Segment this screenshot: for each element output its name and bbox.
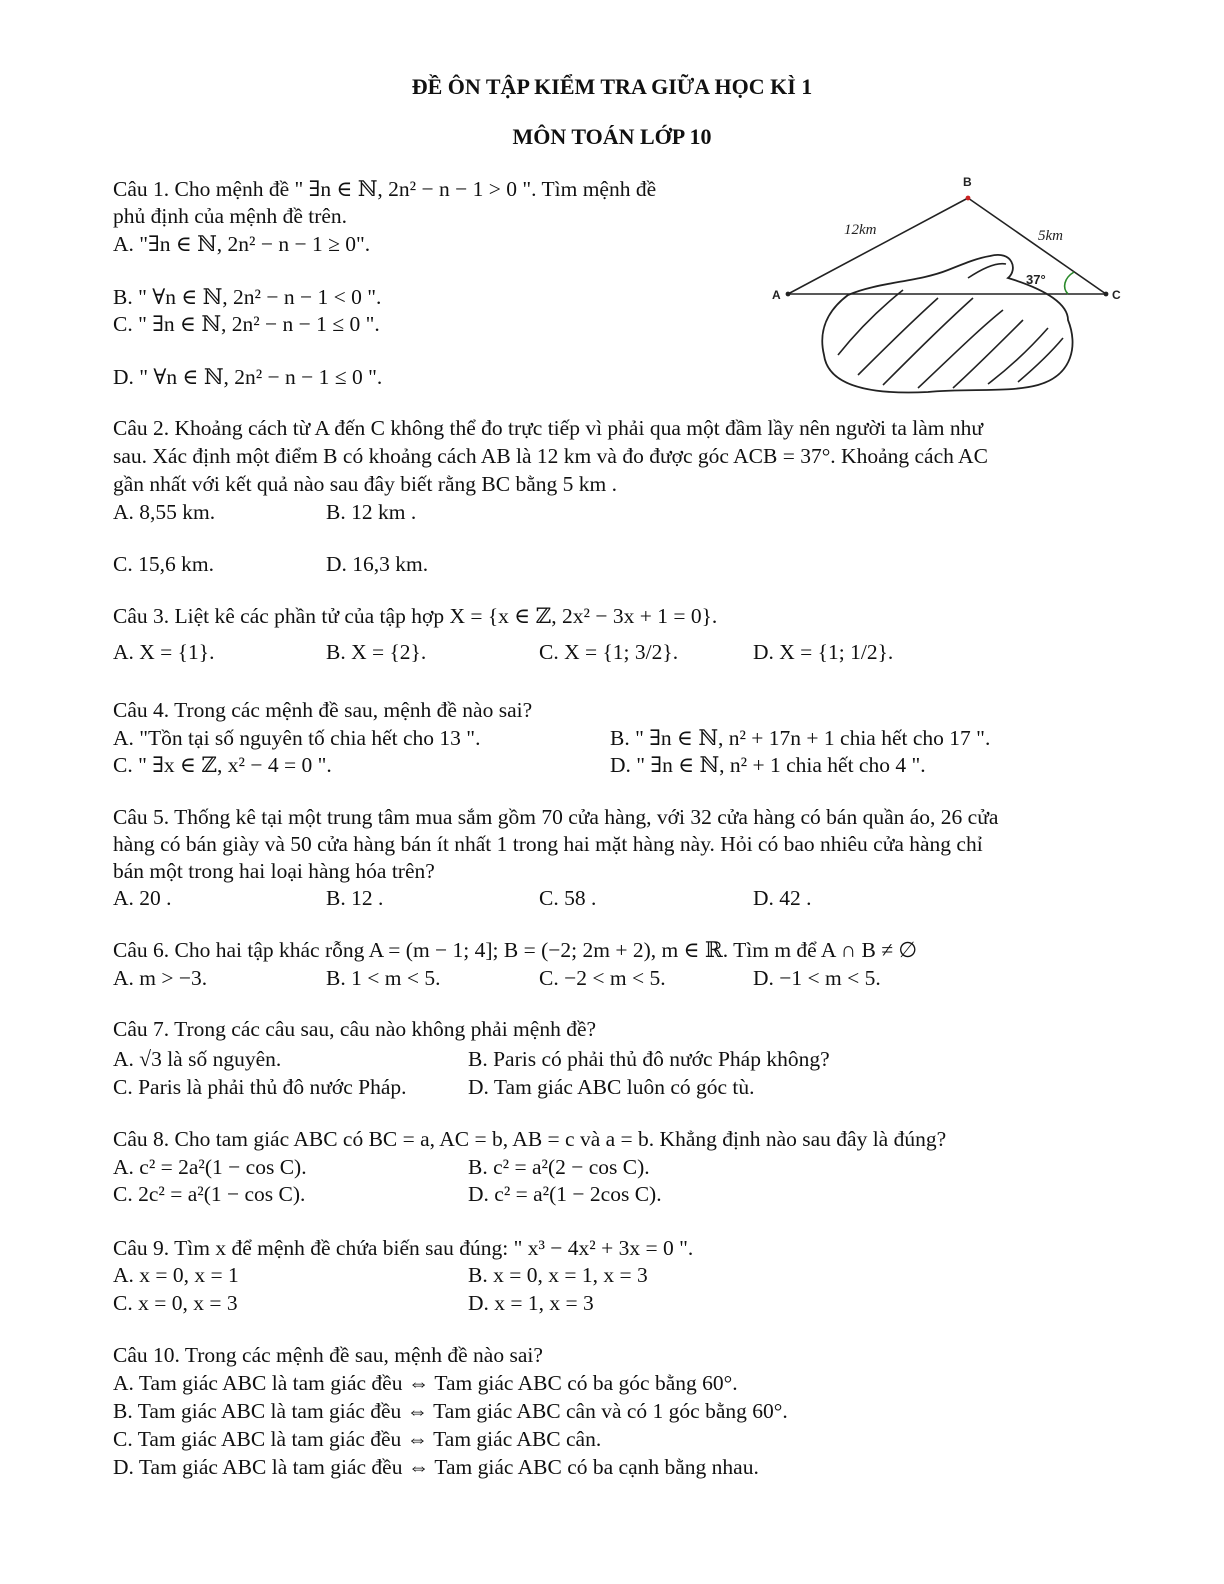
label-b: B: [963, 175, 972, 189]
q2-stem-line1: Câu 2. Khoảng cách từ A đến C không thể đo trực tiếp vì phải qua một đầm lầy nên người ta làm như: [113, 416, 984, 440]
page-subtitle: MÔN TOÁN LỚP 10: [512, 124, 712, 149]
q2-option-b: B. 12 km .: [326, 500, 417, 524]
q10-option-b: B. Tam giác ABC là tam giác đều ⇔ Tam giác ABC cân và có 1 góc bằng 60°.: [113, 1399, 788, 1423]
q4-option-c: C. " ∃x ∈ ℤ, x² − 4 = 0 ".: [113, 753, 332, 777]
q5-stem-line3: bán một trong hai loại hàng hóa trên?: [113, 859, 435, 883]
q1-option-d: D. " ∀n ∈ ℕ, 2n² − n − 1 ≤ 0 ".: [113, 365, 383, 389]
page-title: ĐỀ ÔN TẬP KIỂM TRA GIỮA HỌC KÌ 1: [411, 74, 813, 99]
q5-option-a: A. 20 .: [113, 886, 172, 910]
q4-option-a: A. "Tồn tại số nguyên tố chia hết cho 13 ".: [113, 726, 481, 750]
q3-option-d: D. X = {1; 1/2}.: [753, 640, 894, 664]
q5-option-b: B. 12 .: [326, 886, 384, 910]
q7-option-c: C. Paris là phải thủ đô nước Pháp.: [113, 1075, 407, 1099]
q8-stem: Câu 8. Cho tam giác ABC có BC = a, AC = b, AB = c và a = b. Khẳng định nào sau đây là đúng?: [113, 1127, 947, 1151]
swamp-triangle-figure: [768, 170, 1128, 400]
q2-option-c: C. 15,6 km.: [113, 552, 214, 576]
q8-option-d: D. c² = a²(1 − 2cos C).: [468, 1182, 662, 1206]
q9-option-b: B. x = 0, x = 1, x = 3: [468, 1263, 648, 1287]
q10-option-d: D. Tam giác ABC là tam giác đều ⇔ Tam giác ABC có ba cạnh bằng nhau.: [113, 1455, 759, 1479]
q3-stem: Câu 3. Liệt kê các phần tử của tập hợp X = {x ∈ ℤ, 2x² − 3x + 1 = 0}.: [113, 604, 718, 628]
q10-option-c: C. Tam giác ABC là tam giác đều ⇔ Tam giác ABC cân.: [113, 1427, 602, 1451]
q1-stem-line1: Câu 1. Cho mệnh đề " ∃n ∈ ℕ, 2n² − n − 1 > 0 ". Tìm mệnh đề: [113, 177, 657, 201]
q3-option-a: A. X = {1}.: [113, 640, 215, 664]
q4-option-b: B. " ∃n ∈ ℕ, n² + 17n + 1 chia hết cho 17 ".: [610, 726, 991, 750]
q2-option-a: A. 8,55 km.: [113, 500, 216, 524]
q9-option-a: A. x = 0, x = 1: [113, 1263, 239, 1287]
q5-option-c: C. 58 .: [539, 886, 597, 910]
q9-option-c: C. x = 0, x = 3: [113, 1291, 238, 1315]
q2-stem-line2: sau. Xác định một điểm B có khoảng cách AB là 12 km và đo được góc ACB = 37°. Khoảng cách AC: [113, 444, 988, 468]
q3-option-b: B. X = {2}.: [326, 640, 427, 664]
label-c: C: [1112, 288, 1121, 302]
label-angle: 37°: [1026, 272, 1046, 287]
q6-option-a: A. m > −3.: [113, 966, 208, 990]
q5-stem-line1: Câu 5. Thống kê tại một trung tâm mua sắm gồm 70 cửa hàng, với 32 cửa hàng có bán quần áo, 26 cửa: [113, 805, 999, 829]
q6-option-c: C. −2 < m < 5.: [539, 966, 666, 990]
q2-option-d: D. 16,3 km.: [326, 552, 429, 576]
q10-option-a: A. Tam giác ABC là tam giác đều ⇔ Tam giác ABC có ba góc bằng 60°.: [113, 1371, 738, 1395]
q1-option-c: C. " ∃n ∈ ℕ, 2n² − n − 1 ≤ 0 ".: [113, 312, 380, 336]
q8-option-c: C. 2c² = a²(1 − cos C).: [113, 1182, 306, 1206]
q1-option-a: A. "∃n ∈ ℕ, 2n² − n − 1 ≥ 0".: [113, 232, 371, 256]
q7-option-b: B. Paris có phải thủ đô nước Pháp không?: [468, 1047, 830, 1071]
angle-arc: [1065, 272, 1074, 294]
q7-option-a: A. √3 là số nguyên.: [113, 1047, 282, 1071]
q1-stem-line2: phủ định của mệnh đề trên.: [113, 204, 348, 228]
q5-option-d: D. 42 .: [753, 886, 812, 910]
q8-option-a: A. c² = 2a²(1 − cos C).: [113, 1155, 307, 1179]
q6-option-d: D. −1 < m < 5.: [753, 966, 881, 990]
q4-stem: Câu 4. Trong các mệnh đề sau, mệnh đề nào sai?: [113, 698, 533, 722]
label-bc: 5km: [1038, 228, 1063, 244]
q6-option-b: B. 1 < m < 5.: [326, 966, 441, 990]
q7-stem: Câu 7. Trong các câu sau, câu nào không phải mệnh đề?: [113, 1017, 597, 1041]
q4-option-d: D. " ∃n ∈ ℕ, n² + 1 chia hết cho 4 ".: [610, 753, 926, 777]
q9-option-d: D. x = 1, x = 3: [468, 1291, 594, 1315]
label-ab: 12km: [844, 222, 877, 238]
label-a: A: [772, 288, 781, 302]
q9-stem: Câu 9. Tìm x để mệnh đề chứa biến sau đúng: " x³ − 4x² + 3x = 0 ".: [113, 1236, 694, 1260]
q5-stem-line2: hàng có bán giày và 50 cửa hàng bán ít nhất 1 trong hai mặt hàng này. Hỏi có bao nhiêu cửa hàng chỉ: [113, 832, 983, 856]
q1-option-b: B. " ∀n ∈ ℕ, 2n² − n − 1 < 0 ".: [113, 285, 382, 309]
q8-option-b: B. c² = a²(2 − cos C).: [468, 1155, 650, 1179]
q10-stem: Câu 10. Trong các mệnh đề sau, mệnh đề nào sai?: [113, 1343, 543, 1367]
q7-option-d: D. Tam giác ABC luôn có góc tù.: [468, 1075, 755, 1099]
q6-stem: Câu 6. Cho hai tập khác rỗng A = (m − 1; 4]; B = (−2; 2m + 2), m ∈ ℝ. Tìm m để A ∩ B ≠ ∅: [113, 938, 918, 962]
q3-option-c: C. X = {1; 3/2}.: [539, 640, 679, 664]
q2-stem-line3: gần nhất với kết quả nào sau đây biết rằng BC bằng 5 km .: [113, 472, 617, 496]
